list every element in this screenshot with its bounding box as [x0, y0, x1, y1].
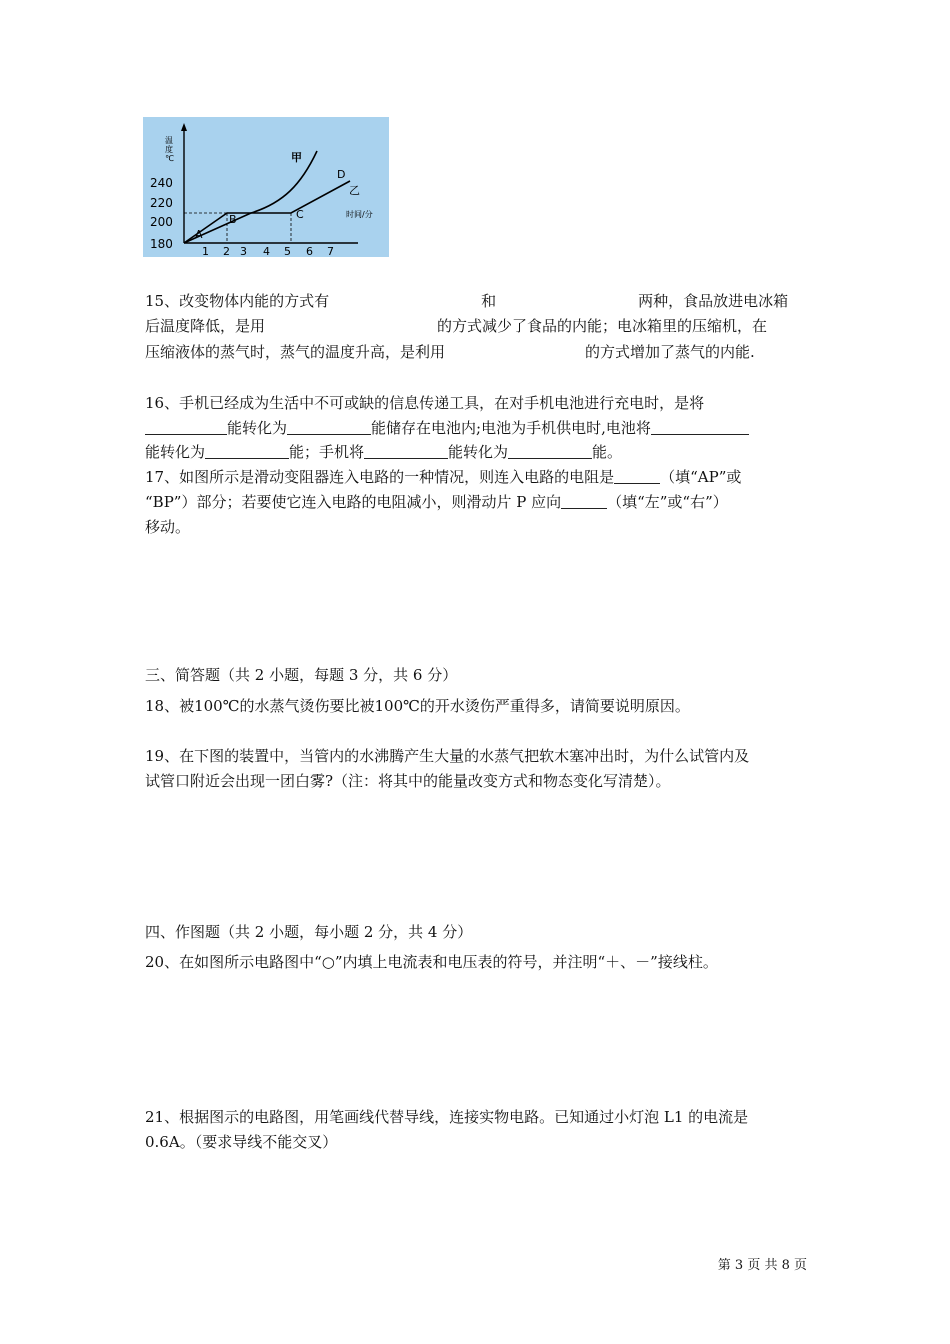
q16-blank-5 — [364, 442, 448, 459]
x-tick-4: 4 — [263, 245, 270, 257]
x-tick-5: 5 — [284, 245, 291, 257]
x-tick-7: 7 — [327, 245, 334, 257]
q16-line-3 — [145, 441, 622, 463]
q15-text-2a: 后温度降低，是用 — [145, 317, 266, 335]
q17-text-3: 移动。 — [145, 518, 191, 536]
q21-line-2: 0.6A。（要求导线不能交叉） — [145, 1133, 338, 1151]
q16-line-1 — [145, 392, 704, 414]
y-axis-label-2: 度 — [165, 145, 173, 154]
q15-line-3 — [145, 341, 755, 363]
y-axis-label-1: 温 — [165, 136, 173, 145]
x-axis-label: 时间/分 — [346, 210, 373, 219]
q15-text-1b: 和 — [481, 292, 497, 310]
point-label-b: B — [229, 213, 237, 226]
temperature-time-figure — [143, 117, 389, 257]
section-3-heading: 三、简答题（共 2 小题，每题 3 分，共 6 分） — [145, 666, 458, 684]
q20-text: 20、在如图所示电路图中“○”内填上电流表和电压表的符号，并注明“＋、－”接线柱。 — [145, 953, 718, 971]
q16-text-3d: 能。 — [592, 443, 623, 461]
q15-text-3b: 的方式增加了蒸气的内能. — [585, 343, 755, 361]
y-tick-220: 220 — [150, 196, 173, 210]
y-tick-200: 200 — [150, 215, 173, 229]
q16-blank-3 — [651, 418, 749, 435]
q17-text-2a: “BP”）部分；若要使它连入电路的电阻减小，则滑动片 P 应向 — [145, 493, 562, 511]
point-label-d: D — [337, 168, 346, 181]
q15-line-2 — [145, 315, 767, 337]
q15-text-1c: 两种，食品放进电冰箱 — [638, 292, 789, 310]
q16-blank-2 — [287, 418, 371, 435]
y-tick-240: 240 — [150, 176, 173, 190]
q16-line-2 — [145, 417, 749, 439]
q17-text-1a: 17、如图所示是滑动变阻器连入电路的一种情况，则连入电路的电阻是 — [145, 468, 615, 486]
q16-blank-4 — [205, 442, 289, 459]
q16-text-2a: 能转化为 — [227, 419, 288, 437]
q17-text-2b: （填“左”或“右”） — [607, 493, 728, 511]
q21-line-1: 21、根据图示的电路图，用笔画线代替导线，连接实物电路。已知通过小灯泡 L1 的电流是 — [145, 1108, 749, 1126]
q16-text-1: 16、手机已经成为生活中不可或缺的信息传递工具，在对手机电池进行充电时，是将 — [145, 394, 705, 412]
point-label-c: C — [296, 208, 304, 221]
q19-line-1: 19、在下图的装置中，当管内的水沸腾产生大量的水蒸气把软木塞冲出时，为什么试管内及 — [145, 747, 750, 765]
q17-blank-2 — [561, 492, 607, 509]
y-axis-label-3: ℃ — [165, 154, 174, 163]
q17-blank-1 — [614, 467, 660, 484]
q17-line-2 — [145, 491, 728, 513]
q16-text-2b: 能储存在电池内;电池为手机供电时,电池将 — [371, 419, 651, 437]
q17-line-3 — [145, 516, 190, 538]
q16-text-3b: 能；手机将 — [289, 443, 365, 461]
curve-label-jia: 甲 — [291, 151, 302, 164]
q15-line-1 — [145, 290, 788, 312]
x-tick-3: 3 — [240, 245, 247, 257]
q16-text-3a: 能转化为 — [145, 443, 206, 461]
q19-line-2: 试管口附近会出现一团白雾?（注：将其中的能量改变方式和物态变化写清楚）。 — [145, 772, 671, 790]
q17-text-1b: （填“AP”或 — [660, 468, 742, 486]
point-label-a: A — [195, 228, 203, 241]
y-tick-180: 180 — [150, 237, 173, 251]
q15-text-1a: 15、改变物体内能的方式有 — [145, 292, 330, 310]
q16-blank-6 — [508, 442, 592, 459]
x-tick-1: 1 — [202, 245, 209, 257]
q17-line-1 — [145, 466, 741, 488]
page-footer: 第 3 页 共 8 页 — [717, 1258, 807, 1273]
q18-text: 18、被100℃的水蒸气烫伤要比被100℃的开水烫伤严重得多，请简要说明原因。 — [145, 697, 690, 715]
q16-text-3c: 能转化为 — [448, 443, 509, 461]
curve-label-yi: 乙 — [349, 184, 360, 197]
x-tick-2: 2 — [223, 245, 230, 257]
section-4-heading: 四、作图题（共 2 小题，每小题 2 分，共 4 分） — [145, 923, 473, 941]
q15-text-2b: 的方式减少了食品的内能；电冰箱里的压缩机，在 — [437, 317, 768, 335]
q16-blank-1 — [145, 418, 227, 435]
q15-text-3a: 压缩液体的蒸气时，蒸气的温度升高，是利用 — [145, 343, 446, 361]
x-tick-6: 6 — [306, 245, 313, 257]
